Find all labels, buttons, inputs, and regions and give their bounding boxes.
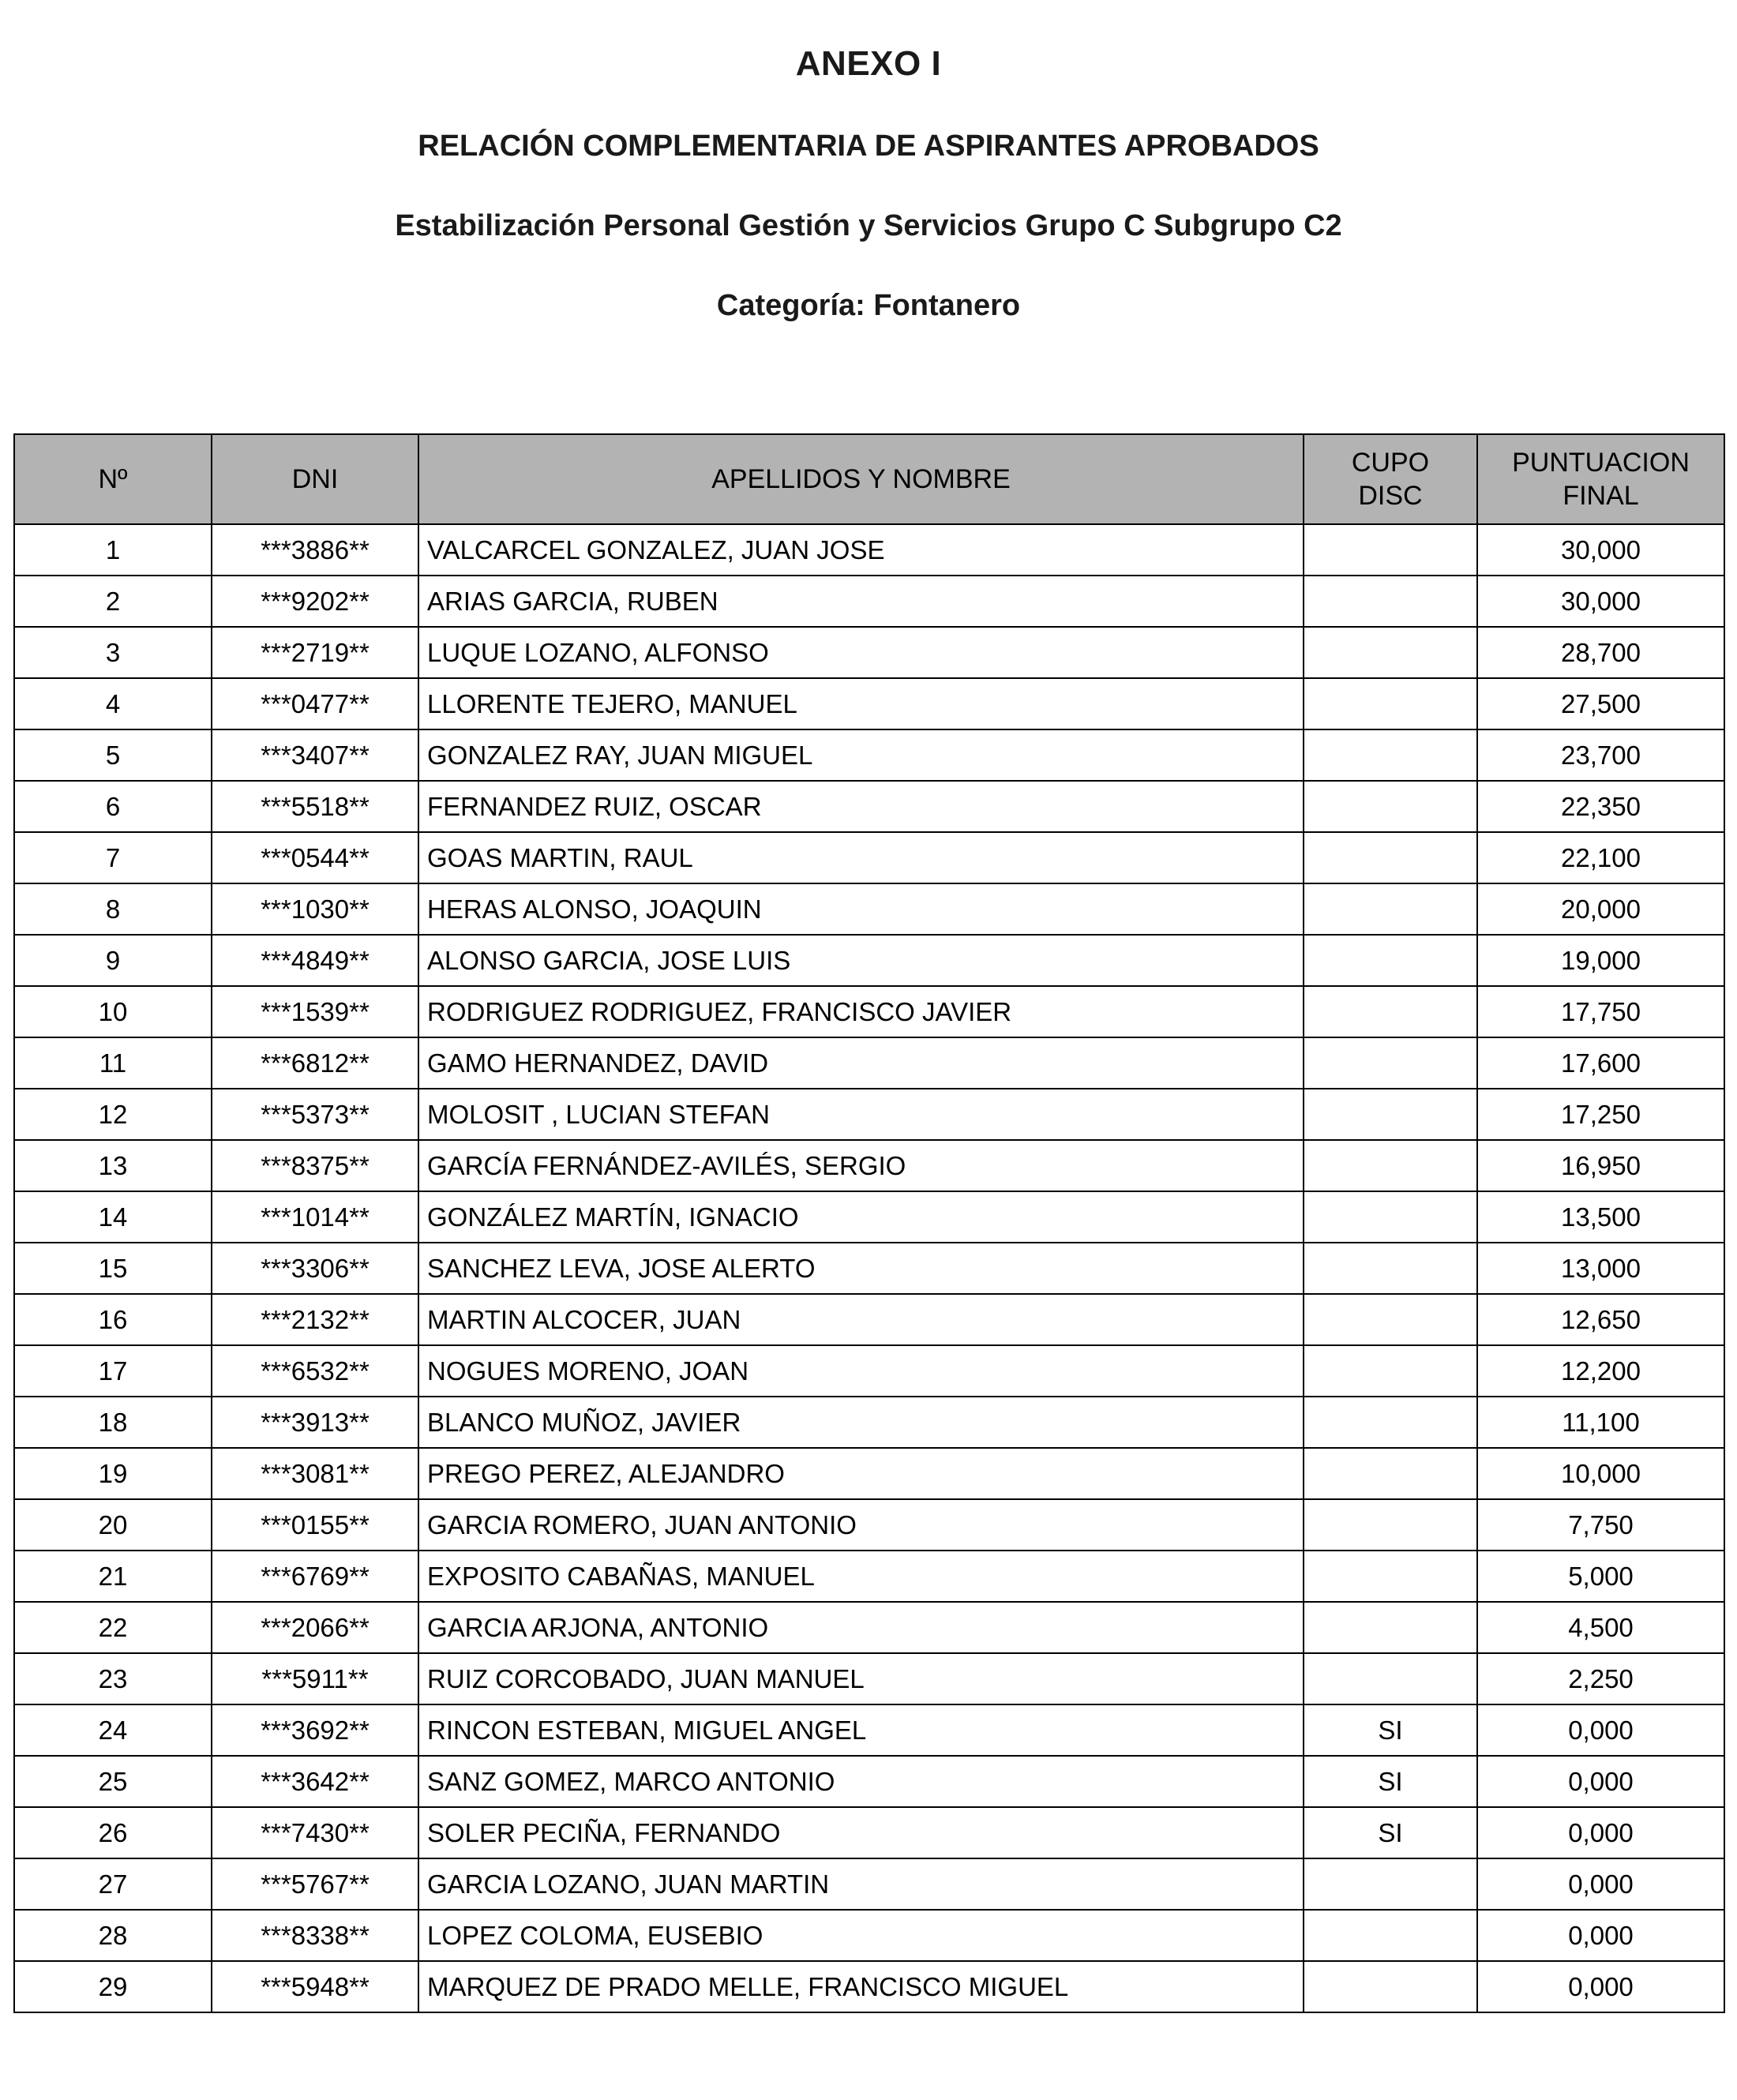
cell-cupo-disc (1304, 935, 1477, 986)
cell-apellidos-nombre: GARCÍA FERNÁNDEZ-AVILÉS, SERGIO (418, 1140, 1304, 1191)
cell-apellidos-nombre: SANCHEZ LEVA, JOSE ALERTO (418, 1243, 1304, 1294)
cell-puntuacion-final: 0,000 (1477, 1704, 1724, 1756)
cell-cupo-disc (1304, 1089, 1477, 1140)
table-row (14, 986, 1724, 1037)
table-row (14, 1089, 1724, 1140)
cell-cupo-disc (1304, 1345, 1477, 1397)
cell-puntuacion-final: 2,250 (1477, 1653, 1724, 1704)
cell-apellidos-nombre: MARQUEZ DE PRADO MELLE, FRANCISCO MIGUEL (418, 1961, 1304, 2012)
cell-numero: 3 (14, 627, 212, 678)
cell-dni: ***6812** (212, 1037, 418, 1089)
cell-puntuacion-final: 16,950 (1477, 1140, 1724, 1191)
cell-cupo-disc (1304, 883, 1477, 935)
cell-cupo-disc (1304, 1140, 1477, 1191)
cell-cupo-disc (1304, 627, 1477, 678)
cell-numero: 15 (14, 1243, 212, 1294)
table-row (14, 524, 1724, 576)
table-row (14, 781, 1724, 832)
cell-apellidos-nombre: GOAS MARTIN, RAUL (418, 832, 1304, 883)
cell-numero: 9 (14, 935, 212, 986)
table-row (14, 1704, 1724, 1756)
cell-dni: ***3642** (212, 1756, 418, 1807)
column-header-apellidos: APELLIDOS Y NOMBRE (418, 434, 1304, 524)
table-row (14, 1191, 1724, 1243)
cell-apellidos-nombre: MOLOSIT , LUCIAN STEFAN (418, 1089, 1304, 1140)
cell-puntuacion-final: 22,100 (1477, 832, 1724, 883)
cell-numero: 14 (14, 1191, 212, 1243)
cell-puntuacion-final: 12,200 (1477, 1345, 1724, 1397)
cell-apellidos-nombre: GONZÁLEZ MARTÍN, IGNACIO (418, 1191, 1304, 1243)
cell-puntuacion-final: 4,500 (1477, 1602, 1724, 1653)
cell-puntuacion-final: 28,700 (1477, 627, 1724, 678)
cell-numero: 17 (14, 1345, 212, 1397)
cell-numero: 13 (14, 1140, 212, 1191)
cell-apellidos-nombre: PREGO PEREZ, ALEJANDRO (418, 1448, 1304, 1499)
table-row (14, 1756, 1724, 1807)
table-row (14, 1807, 1724, 1858)
cell-numero: 20 (14, 1499, 212, 1551)
cell-cupo-disc (1304, 832, 1477, 883)
cell-puntuacion-final: 30,000 (1477, 524, 1724, 576)
cell-apellidos-nombre: GAMO HERNANDEZ, DAVID (418, 1037, 1304, 1089)
column-header-cupo-disc: CUPO DISC (1304, 434, 1477, 524)
cell-dni: ***5373** (212, 1089, 418, 1140)
cell-numero: 25 (14, 1756, 212, 1807)
table-row (14, 1294, 1724, 1345)
cell-puntuacion-final: 17,250 (1477, 1089, 1724, 1140)
table-row (14, 1499, 1724, 1551)
cell-numero: 22 (14, 1602, 212, 1653)
cell-numero: 21 (14, 1551, 212, 1602)
cell-dni: ***2132** (212, 1294, 418, 1345)
cell-numero: 5 (14, 729, 212, 781)
cell-puntuacion-final: 23,700 (1477, 729, 1724, 781)
cell-puntuacion-final: 0,000 (1477, 1807, 1724, 1858)
cell-apellidos-nombre: MARTIN ALCOCER, JUAN (418, 1294, 1304, 1345)
cell-dni: ***5518** (212, 781, 418, 832)
cell-cupo-disc (1304, 576, 1477, 627)
cell-apellidos-nombre: LOPEZ COLOMA, EUSEBIO (418, 1910, 1304, 1961)
cell-dni: ***6769** (212, 1551, 418, 1602)
cell-dni: ***3306** (212, 1243, 418, 1294)
cell-apellidos-nombre: RINCON ESTEBAN, MIGUEL ANGEL (418, 1704, 1304, 1756)
cell-numero: 6 (14, 781, 212, 832)
cell-apellidos-nombre: LLORENTE TEJERO, MANUEL (418, 678, 1304, 729)
cell-apellidos-nombre: ALONSO GARCIA, JOSE LUIS (418, 935, 1304, 986)
cell-puntuacion-final: 7,750 (1477, 1499, 1724, 1551)
column-header-puntuacion: PUNTUACION FINAL (1477, 434, 1724, 524)
cell-dni: ***3692** (212, 1704, 418, 1756)
cell-cupo-disc (1304, 1858, 1477, 1910)
cell-cupo-disc (1304, 1294, 1477, 1345)
cell-puntuacion-final: 10,000 (1477, 1448, 1724, 1499)
cell-dni: ***4849** (212, 935, 418, 986)
cell-puntuacion-final: 0,000 (1477, 1961, 1724, 2012)
cell-dni: ***2719** (212, 627, 418, 678)
cell-dni: ***2066** (212, 1602, 418, 1653)
cell-puntuacion-final: 12,650 (1477, 1294, 1724, 1345)
cell-apellidos-nombre: VALCARCEL GONZALEZ, JUAN JOSE (418, 524, 1304, 576)
cell-cupo-disc (1304, 781, 1477, 832)
cell-dni: ***3913** (212, 1397, 418, 1448)
cell-cupo-disc (1304, 678, 1477, 729)
table-body (14, 524, 1724, 2012)
document-subtitle-estabilizacion: Estabilización Personal Gestión y Servicios Grupo C Subgrupo C2 (395, 209, 1342, 242)
table-row (14, 1602, 1724, 1653)
cell-dni: ***3407** (212, 729, 418, 781)
cell-cupo-disc (1304, 1551, 1477, 1602)
document-subtitle-categoria: Categoría: Fontanero (716, 289, 1021, 322)
cell-cupo-disc: SI (1304, 1807, 1477, 1858)
cell-cupo-disc (1304, 1191, 1477, 1243)
cell-apellidos-nombre: GARCIA ROMERO, JUAN ANTONIO (418, 1499, 1304, 1551)
cell-dni: ***8338** (212, 1910, 418, 1961)
table-row (14, 1448, 1724, 1499)
table-row (14, 576, 1724, 627)
table-row (14, 729, 1724, 781)
cell-puntuacion-final: 20,000 (1477, 883, 1724, 935)
aspirantes-aprobados-table (13, 433, 1725, 2013)
cell-apellidos-nombre: GARCIA LOZANO, JUAN MARTIN (418, 1858, 1304, 1910)
cell-dni: ***5911** (212, 1653, 418, 1704)
cell-cupo-disc (1304, 1397, 1477, 1448)
cell-dni: ***3886** (212, 524, 418, 576)
cell-numero: 1 (14, 524, 212, 576)
cell-cupo-disc (1304, 1602, 1477, 1653)
cell-apellidos-nombre: NOGUES MORENO, JOAN (418, 1345, 1304, 1397)
cell-numero: 23 (14, 1653, 212, 1704)
column-header-dni: DNI (212, 434, 418, 524)
cell-dni: ***0477** (212, 678, 418, 729)
cell-dni: ***0544** (212, 832, 418, 883)
cell-dni: ***9202** (212, 576, 418, 627)
table-row (14, 1397, 1724, 1448)
cell-cupo-disc: SI (1304, 1704, 1477, 1756)
cell-apellidos-nombre: SANZ GOMEZ, MARCO ANTONIO (418, 1756, 1304, 1807)
cell-apellidos-nombre: LUQUE LOZANO, ALFONSO (418, 627, 1304, 678)
cell-numero: 28 (14, 1910, 212, 1961)
table-row (14, 1910, 1724, 1961)
table-row (14, 832, 1724, 883)
cell-dni: ***7430** (212, 1807, 418, 1858)
cell-puntuacion-final: 17,750 (1477, 986, 1724, 1037)
cell-cupo-disc (1304, 1037, 1477, 1089)
cell-dni: ***1539** (212, 986, 418, 1037)
table-row (14, 1858, 1724, 1910)
cell-dni: ***3081** (212, 1448, 418, 1499)
table-row (14, 627, 1724, 678)
cell-dni: ***1014** (212, 1191, 418, 1243)
cell-cupo-disc (1304, 986, 1477, 1037)
table-row (14, 678, 1724, 729)
table-row (14, 1551, 1724, 1602)
cell-numero: 18 (14, 1397, 212, 1448)
cell-numero: 27 (14, 1858, 212, 1910)
cell-numero: 2 (14, 576, 212, 627)
table-header-row (14, 434, 1724, 524)
cell-cupo-disc (1304, 524, 1477, 576)
cell-cupo-disc: SI (1304, 1756, 1477, 1807)
cell-numero: 7 (14, 832, 212, 883)
document-title: ANEXO I (795, 44, 942, 83)
cell-puntuacion-final: 27,500 (1477, 678, 1724, 729)
cell-cupo-disc (1304, 729, 1477, 781)
table-row (14, 1243, 1724, 1294)
table-row (14, 883, 1724, 935)
cell-apellidos-nombre: RODRIGUEZ RODRIGUEZ, FRANCISCO JAVIER (418, 986, 1304, 1037)
cell-puntuacion-final: 5,000 (1477, 1551, 1724, 1602)
cell-numero: 12 (14, 1089, 212, 1140)
cell-numero: 4 (14, 678, 212, 729)
cell-apellidos-nombre: GARCIA ARJONA, ANTONIO (418, 1602, 1304, 1653)
cell-numero: 26 (14, 1807, 212, 1858)
cell-puntuacion-final: 17,600 (1477, 1037, 1724, 1089)
cell-cupo-disc (1304, 1243, 1477, 1294)
cell-apellidos-nombre: HERAS ALONSO, JOAQUIN (418, 883, 1304, 935)
cell-puntuacion-final: 13,500 (1477, 1191, 1724, 1243)
cell-puntuacion-final: 0,000 (1477, 1858, 1724, 1910)
cell-puntuacion-final: 13,000 (1477, 1243, 1724, 1294)
cell-puntuacion-final: 22,350 (1477, 781, 1724, 832)
column-header-numero: Nº (14, 434, 212, 524)
cell-numero: 24 (14, 1704, 212, 1756)
table-row (14, 1345, 1724, 1397)
cell-cupo-disc (1304, 1910, 1477, 1961)
cell-apellidos-nombre: GONZALEZ RAY, JUAN MIGUEL (418, 729, 1304, 781)
cell-dni: ***1030** (212, 883, 418, 935)
cell-puntuacion-final: 0,000 (1477, 1756, 1724, 1807)
document-subtitle-relacion: RELACIÓN COMPLEMENTARIA DE ASPIRANTES APROBADOS (418, 129, 1319, 163)
cell-apellidos-nombre: SOLER PECIÑA, FERNANDO (418, 1807, 1304, 1858)
table-row (14, 935, 1724, 986)
cell-numero: 16 (14, 1294, 212, 1345)
cell-cupo-disc (1304, 1448, 1477, 1499)
cell-cupo-disc (1304, 1961, 1477, 2012)
cell-apellidos-nombre: ARIAS GARCIA, RUBEN (418, 576, 1304, 627)
table-row (14, 1653, 1724, 1704)
table-row (14, 1037, 1724, 1089)
cell-cupo-disc (1304, 1499, 1477, 1551)
cell-puntuacion-final: 11,100 (1477, 1397, 1724, 1448)
cell-numero: 19 (14, 1448, 212, 1499)
cell-puntuacion-final: 0,000 (1477, 1910, 1724, 1961)
cell-puntuacion-final: 30,000 (1477, 576, 1724, 627)
cell-apellidos-nombre: RUIZ CORCOBADO, JUAN MANUEL (418, 1653, 1304, 1704)
cell-dni: ***8375** (212, 1140, 418, 1191)
cell-cupo-disc (1304, 1653, 1477, 1704)
cell-apellidos-nombre: EXPOSITO CABAÑAS, MANUEL (418, 1551, 1304, 1602)
table-row (14, 1140, 1724, 1191)
cell-numero: 11 (14, 1037, 212, 1089)
cell-dni: ***5948** (212, 1961, 418, 2012)
cell-dni: ***0155** (212, 1499, 418, 1551)
table-row (14, 1961, 1724, 2012)
cell-apellidos-nombre: FERNANDEZ RUIZ, OSCAR (418, 781, 1304, 832)
cell-dni: ***6532** (212, 1345, 418, 1397)
cell-dni: ***5767** (212, 1858, 418, 1910)
cell-puntuacion-final: 19,000 (1477, 935, 1724, 986)
cell-numero: 8 (14, 883, 212, 935)
cell-numero: 10 (14, 986, 212, 1037)
cell-apellidos-nombre: BLANCO MUÑOZ, JAVIER (418, 1397, 1304, 1448)
cell-numero: 29 (14, 1961, 212, 2012)
